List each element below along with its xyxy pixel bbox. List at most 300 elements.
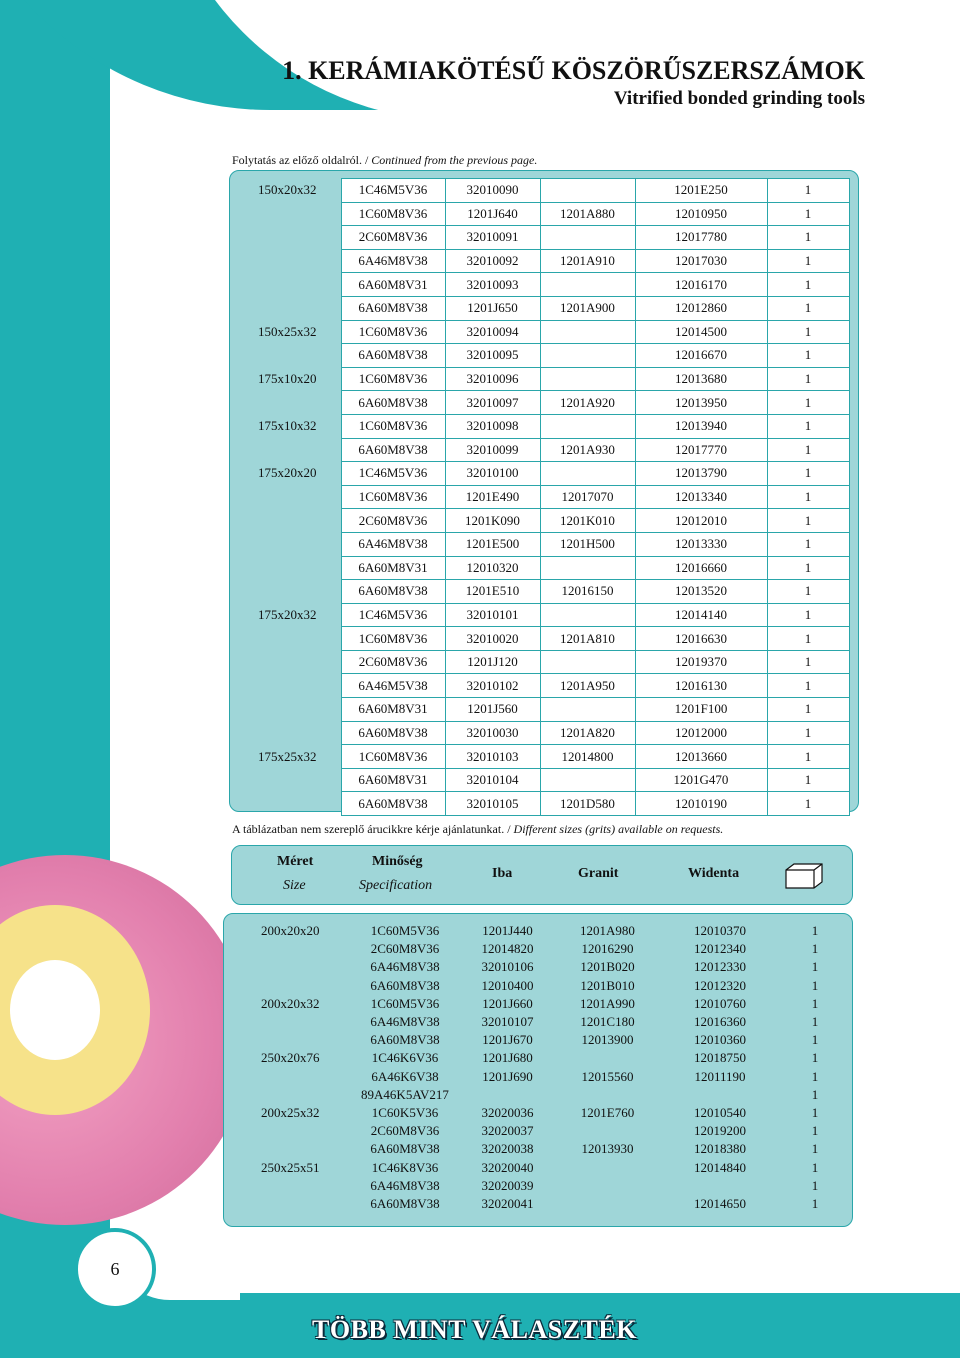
table-cell: 1 (811, 1014, 819, 1030)
table-cell: 1 (767, 391, 849, 415)
table-cell (238, 391, 341, 415)
table-cell: 12019200 (694, 1123, 746, 1139)
table-row (235, 1104, 850, 1122)
table-cell: 1201B010 (580, 977, 635, 993)
table-row (238, 296, 849, 320)
table-cell (660, 1086, 780, 1104)
table-cell (555, 1122, 660, 1140)
table-cell: 1201E510 (445, 580, 540, 604)
col-size-en: Size (283, 878, 306, 893)
table1 (238, 178, 850, 816)
table-cell: 12016170 (635, 273, 767, 297)
table-cell: 1 (767, 556, 849, 580)
table-row (238, 344, 849, 368)
table-cell (235, 940, 350, 958)
table-cell (235, 1068, 350, 1086)
table-cell: 12012320 (694, 977, 746, 993)
table-cell: 12014650 (694, 1195, 746, 1211)
table-cell (555, 1158, 660, 1176)
page-subtitle: Vitrified bonded grinding tools (613, 88, 865, 109)
column-header-panel (231, 845, 853, 905)
table-cell: 32010102 (445, 674, 540, 698)
table-cell: 12013900 (581, 1032, 634, 1048)
table-row (238, 532, 849, 556)
table-cell: 1201K010 (540, 509, 635, 533)
table-cell: 1 (767, 745, 849, 769)
table-cell: 12016150 (540, 580, 635, 604)
table-cell (235, 1122, 350, 1140)
table-cell (238, 698, 341, 722)
table-cell: 175x25x32 (258, 748, 317, 764)
table-cell: 12013520 (635, 580, 767, 604)
table-cell: 1201J120 (445, 650, 540, 674)
table-cell: 6A46M5V38 (341, 674, 445, 698)
table-cell: 200x25x32 (261, 1104, 320, 1120)
table-cell: 6A60M8V38 (370, 977, 440, 993)
table-cell (460, 1086, 555, 1104)
table-cell: 1 (811, 959, 819, 975)
table-cell: 12016660 (635, 556, 767, 580)
table-cell: 2C60M8V36 (370, 941, 440, 957)
table-cell: 12018380 (694, 1141, 746, 1157)
table-cell: 6A60M8V31 (341, 273, 445, 297)
table-cell (238, 627, 341, 651)
table-cell: 1201J640 (445, 202, 540, 226)
note-en: Different sizes (grits) available on requests. (513, 822, 724, 836)
table-cell (238, 768, 341, 792)
table-cell: 1201A950 (540, 674, 635, 698)
table-cell: 6A60M8V38 (341, 391, 445, 415)
table-cell: 1C60M8V36 (341, 414, 445, 438)
col-widenta: Widenta (688, 866, 740, 881)
table-cell: 1C60M5V36 (370, 995, 440, 1011)
continued-note (232, 153, 537, 168)
table-cell: 1 (811, 1104, 819, 1120)
table-row (238, 202, 849, 226)
table-cell: 1201C180 (580, 1014, 635, 1030)
table-cell: 12014800 (540, 745, 635, 769)
table-cell (540, 768, 635, 792)
table-cell: 1201D580 (540, 792, 635, 816)
table-cell: 1 (767, 462, 849, 486)
table-row (235, 1195, 850, 1213)
table-cell: 32010097 (445, 391, 540, 415)
table-row (235, 1140, 850, 1158)
table-cell: 32010092 (445, 249, 540, 273)
table-cell: 1 (767, 273, 849, 297)
table-cell (235, 977, 350, 995)
table-cell: 1201K090 (445, 509, 540, 533)
table-cell: 32010094 (445, 320, 540, 344)
table-row (238, 462, 849, 486)
table-row (238, 391, 849, 415)
table-row (238, 768, 849, 792)
table-cell: 32020039 (481, 1177, 534, 1193)
table-row (238, 650, 849, 674)
table-cell (238, 485, 341, 509)
table-row (238, 485, 849, 509)
table-cell: 12011190 (694, 1068, 746, 1084)
table-cell: 32010091 (445, 226, 540, 250)
table-cell: 6A46M8V38 (370, 1014, 440, 1030)
table-cell (235, 1031, 350, 1049)
table-cell: 1 (811, 941, 819, 957)
table-row (235, 940, 850, 958)
table-row (238, 556, 849, 580)
table-cell: 1 (767, 603, 849, 627)
table-cell: 1201E500 (445, 532, 540, 556)
table-cell (238, 249, 341, 273)
table-cell: 1201E490 (445, 485, 540, 509)
table-cell: 1 (767, 320, 849, 344)
table-cell (238, 296, 341, 320)
table-cell (540, 603, 635, 627)
table-cell: 32010030 (445, 721, 540, 745)
table-cell: 175x10x20 (258, 371, 317, 387)
table-row (238, 674, 849, 698)
table-cell: 1201A880 (540, 202, 635, 226)
table-cell: 1C60M8V36 (341, 485, 445, 509)
table-cell: 150x25x32 (258, 323, 317, 339)
table-cell: 1201J660 (482, 995, 533, 1011)
table-row (235, 1086, 850, 1104)
table-cell: 12017780 (635, 226, 767, 250)
table-cell: 32010105 (445, 792, 540, 816)
table-cell: 1 (811, 1195, 819, 1211)
table-cell: 6A60M8V38 (341, 344, 445, 368)
table-cell: 1201E250 (635, 179, 767, 203)
table2 (235, 922, 850, 1213)
table-cell: 12013930 (581, 1141, 634, 1157)
table-cell: 6A46M8V38 (370, 1177, 440, 1193)
table-cell: 12019370 (635, 650, 767, 674)
table-cell: 1 (767, 721, 849, 745)
table-cell: 12017770 (635, 438, 767, 462)
table-cell: 12010360 (694, 1032, 746, 1048)
table-cell: 12016130 (635, 674, 767, 698)
table-cell: 12013660 (635, 745, 767, 769)
table-cell: 1 (811, 977, 819, 993)
availability-note (232, 822, 723, 837)
table-cell: 1 (811, 1177, 819, 1193)
table-cell: 2C60M8V36 (370, 1123, 440, 1139)
table-cell: 150x20x32 (258, 182, 317, 198)
table-cell: 1 (767, 698, 849, 722)
col-iba: Iba (492, 866, 513, 881)
table-cell (660, 1177, 780, 1195)
box-icon (784, 862, 824, 890)
table-row (235, 1068, 850, 1086)
table-cell: 1 (767, 485, 849, 509)
table-cell: 1 (767, 249, 849, 273)
table-cell: 1C46M5V36 (341, 462, 445, 486)
table-cell: 32010103 (445, 745, 540, 769)
table-cell: 1201F100 (635, 698, 767, 722)
table-cell: 1C60M8V36 (341, 320, 445, 344)
table-cell (238, 792, 341, 816)
table-cell: 6A46M8V38 (341, 249, 445, 273)
table-cell: 12010190 (635, 792, 767, 816)
table-cell: 12012010 (635, 509, 767, 533)
table-cell: 32010095 (445, 344, 540, 368)
table-row (235, 1013, 850, 1031)
table-cell: 1 (767, 792, 849, 816)
table-cell: 200x20x20 (261, 923, 320, 939)
table-row (235, 1158, 850, 1176)
table-cell: 32010093 (445, 273, 540, 297)
table-cell: 250x25x51 (261, 1159, 320, 1175)
continued-en: Continued from the previous page. (371, 153, 538, 167)
table-cell (238, 509, 341, 533)
table-cell: 1201A820 (540, 721, 635, 745)
table-cell: 12010400 (481, 977, 534, 993)
table-row (238, 721, 849, 745)
table-cell: 1201A930 (540, 438, 635, 462)
table-cell (238, 650, 341, 674)
table-cell: 12012330 (694, 959, 746, 975)
table-cell (555, 1086, 660, 1104)
table-cell: 12017070 (540, 485, 635, 509)
table-cell: 12014840 (694, 1159, 746, 1175)
table-cell: 32020036 (481, 1104, 534, 1120)
table-row (235, 1031, 850, 1049)
table-cell (238, 344, 341, 368)
table-row (238, 792, 849, 816)
table-cell (540, 414, 635, 438)
table-cell: 1 (767, 226, 849, 250)
table-cell: 175x10x32 (258, 418, 317, 434)
table-cell: 12012340 (694, 941, 746, 957)
table-cell (238, 532, 341, 556)
table-cell: 1 (767, 580, 849, 604)
table-cell: 1201J680 (482, 1050, 533, 1066)
table-cell: 1 (811, 1141, 819, 1157)
table-row (238, 226, 849, 250)
table-cell (540, 698, 635, 722)
table-cell: 12013790 (635, 462, 767, 486)
table-cell: 6A60M8V38 (341, 438, 445, 462)
table-cell: 1 (811, 1159, 819, 1175)
table-cell: 1201A900 (540, 296, 635, 320)
col-spec-en: Specification (359, 878, 433, 893)
table-cell: 1C46M5V36 (341, 603, 445, 627)
table-cell: 12012000 (635, 721, 767, 745)
table-cell (238, 556, 341, 580)
table-cell: 12012860 (635, 296, 767, 320)
table-cell: 1 (811, 1032, 819, 1048)
table-cell: 32020038 (481, 1141, 534, 1157)
table-cell: 12017030 (635, 249, 767, 273)
table-cell: 1 (811, 923, 819, 939)
table-cell: 1C46K6V36 (371, 1050, 439, 1066)
table-cell (540, 273, 635, 297)
table-cell: 32010100 (445, 462, 540, 486)
table-cell: 1201J650 (445, 296, 540, 320)
table-cell (235, 1086, 350, 1104)
table-cell (238, 674, 341, 698)
table-row (238, 179, 849, 203)
table-cell: 6A46M8V38 (370, 959, 440, 975)
table-cell: 1 (767, 344, 849, 368)
table-cell: 12015560 (581, 1068, 634, 1084)
table-cell: 1201J670 (482, 1032, 533, 1048)
table-cell: 6A60M8V38 (370, 1195, 440, 1211)
table-cell: 1201B020 (580, 959, 635, 975)
table-cell (238, 273, 341, 297)
table-cell: 1C46K8V36 (371, 1159, 439, 1175)
table-cell: 200x20x32 (261, 995, 320, 1011)
table-cell: 1 (767, 414, 849, 438)
table-row (238, 367, 849, 391)
table-cell: 12010320 (445, 556, 540, 580)
table-cell: 1 (767, 296, 849, 320)
table-cell: 32010106 (481, 959, 534, 975)
table-cell: 12013340 (635, 485, 767, 509)
table-cell: 32010090 (445, 179, 540, 203)
table-cell: 1201J690 (482, 1068, 533, 1084)
table-cell: 6A60M8V38 (341, 580, 445, 604)
table-cell: 12014820 (481, 941, 534, 957)
table-cell: 89A46K5AV217 (361, 1086, 449, 1102)
table-cell: 6A60M8V38 (341, 721, 445, 745)
table-cell: 32010099 (445, 438, 540, 462)
table-cell: 6A60M8V31 (341, 768, 445, 792)
table-cell: 1C60M8V36 (341, 745, 445, 769)
table-cell: 12013940 (635, 414, 767, 438)
table-cell: 12010950 (635, 202, 767, 226)
table-cell: 12016670 (635, 344, 767, 368)
table-row (235, 1177, 850, 1195)
table-cell: 12010760 (694, 995, 746, 1011)
page-title: 1. KERÁMIAKÖTÉSŰ KÖSZÖRŰSZERSZÁMOK (282, 56, 865, 85)
table-cell (235, 1140, 350, 1158)
table-cell: 1 (767, 674, 849, 698)
table-cell: 32020037 (481, 1123, 534, 1139)
page-number: 6 (74, 1228, 156, 1310)
table-cell (540, 179, 635, 203)
table-cell (235, 1013, 350, 1031)
table-cell: 6A60M8V38 (370, 1141, 440, 1157)
table-cell: 12016290 (581, 941, 634, 957)
table-cell: 12016360 (694, 1014, 746, 1030)
table-cell: 6A46K6V38 (371, 1068, 439, 1084)
table-cell (235, 1195, 350, 1213)
table-cell: 6A60M8V38 (341, 792, 445, 816)
table-cell: 12014140 (635, 603, 767, 627)
table-cell (238, 721, 341, 745)
table-cell: 32010096 (445, 367, 540, 391)
table-cell: 2C60M8V36 (341, 509, 445, 533)
table-cell (238, 438, 341, 462)
table-row (235, 995, 850, 1013)
table-cell: 1 (767, 179, 849, 203)
table-cell: 12010540 (694, 1104, 746, 1120)
table-cell: 1 (811, 1086, 819, 1102)
table-row (235, 1049, 850, 1067)
table-cell: 6A46M8V38 (341, 532, 445, 556)
table-cell: 32010020 (445, 627, 540, 651)
table-row (238, 249, 849, 273)
table-cell: 1C60M8V36 (341, 202, 445, 226)
table-cell (235, 958, 350, 976)
table-cell: 175x20x20 (258, 465, 317, 481)
col-size-hu: Méret (277, 854, 314, 869)
table-cell (540, 226, 635, 250)
table-row (238, 627, 849, 651)
table-cell: 6A60M8V38 (370, 1032, 440, 1048)
table-cell: 1C60M8V36 (341, 627, 445, 651)
table-cell: 175x20x32 (258, 606, 317, 622)
table-row (238, 603, 849, 627)
table-cell: 1201A810 (540, 627, 635, 651)
table-cell: 12016630 (635, 627, 767, 651)
table-row (238, 580, 849, 604)
table-cell: 6A60M8V31 (341, 556, 445, 580)
table-cell: 1201H500 (540, 532, 635, 556)
col-granit: Granit (578, 866, 619, 881)
table-cell: 1 (767, 768, 849, 792)
table-cell (540, 367, 635, 391)
table-row (235, 922, 850, 940)
continued-hu: Folytatás az előző oldalról. / (232, 153, 372, 167)
table-cell: 1201A990 (580, 995, 635, 1011)
table-cell: 1 (767, 509, 849, 533)
table-row (238, 438, 849, 462)
table-cell: 6A60M8V38 (341, 296, 445, 320)
table-cell: 1 (811, 995, 819, 1011)
table-cell: 32020040 (481, 1159, 534, 1175)
table-cell: 1201A920 (540, 391, 635, 415)
table-cell: 32010101 (445, 603, 540, 627)
table-cell: 32010107 (481, 1014, 534, 1030)
table-cell: 12013680 (635, 367, 767, 391)
table-cell: 6A60M8V31 (341, 698, 445, 722)
table-cell (238, 202, 341, 226)
table-cell: 2C60M8V36 (341, 650, 445, 674)
table-cell: 1 (767, 650, 849, 674)
table-cell (540, 344, 635, 368)
table-row (238, 414, 849, 438)
table-cell: 1C60M8V36 (341, 367, 445, 391)
table-cell (555, 1195, 660, 1213)
table-cell (238, 580, 341, 604)
table-cell: 1C46M5V36 (341, 179, 445, 203)
table-cell: 1 (811, 1050, 819, 1066)
table-cell (540, 650, 635, 674)
table-cell (235, 1177, 350, 1195)
table-cell: 12018750 (694, 1050, 746, 1066)
table-cell (540, 320, 635, 344)
table-cell: 250x20x76 (261, 1050, 320, 1066)
table-row (238, 320, 849, 344)
table-cell: 1 (811, 1068, 819, 1084)
table-cell: 1201E760 (580, 1104, 635, 1120)
table-cell (555, 1177, 660, 1195)
table-cell: 1201A910 (540, 249, 635, 273)
table-row (235, 958, 850, 976)
table-cell: 1201J560 (445, 698, 540, 722)
table-cell: 1201J440 (482, 923, 533, 939)
note-hu: A táblázatban nem szereplő árucikkre kérje ajánlatunkat. / (232, 822, 514, 836)
table-cell (555, 1049, 660, 1067)
table-cell: 1 (767, 202, 849, 226)
table-cell: 1201G470 (635, 768, 767, 792)
table-cell: 32010098 (445, 414, 540, 438)
table-cell (540, 462, 635, 486)
table-cell: 32010104 (445, 768, 540, 792)
table-row (235, 1122, 850, 1140)
grinding-wheel-hole (10, 960, 100, 1060)
